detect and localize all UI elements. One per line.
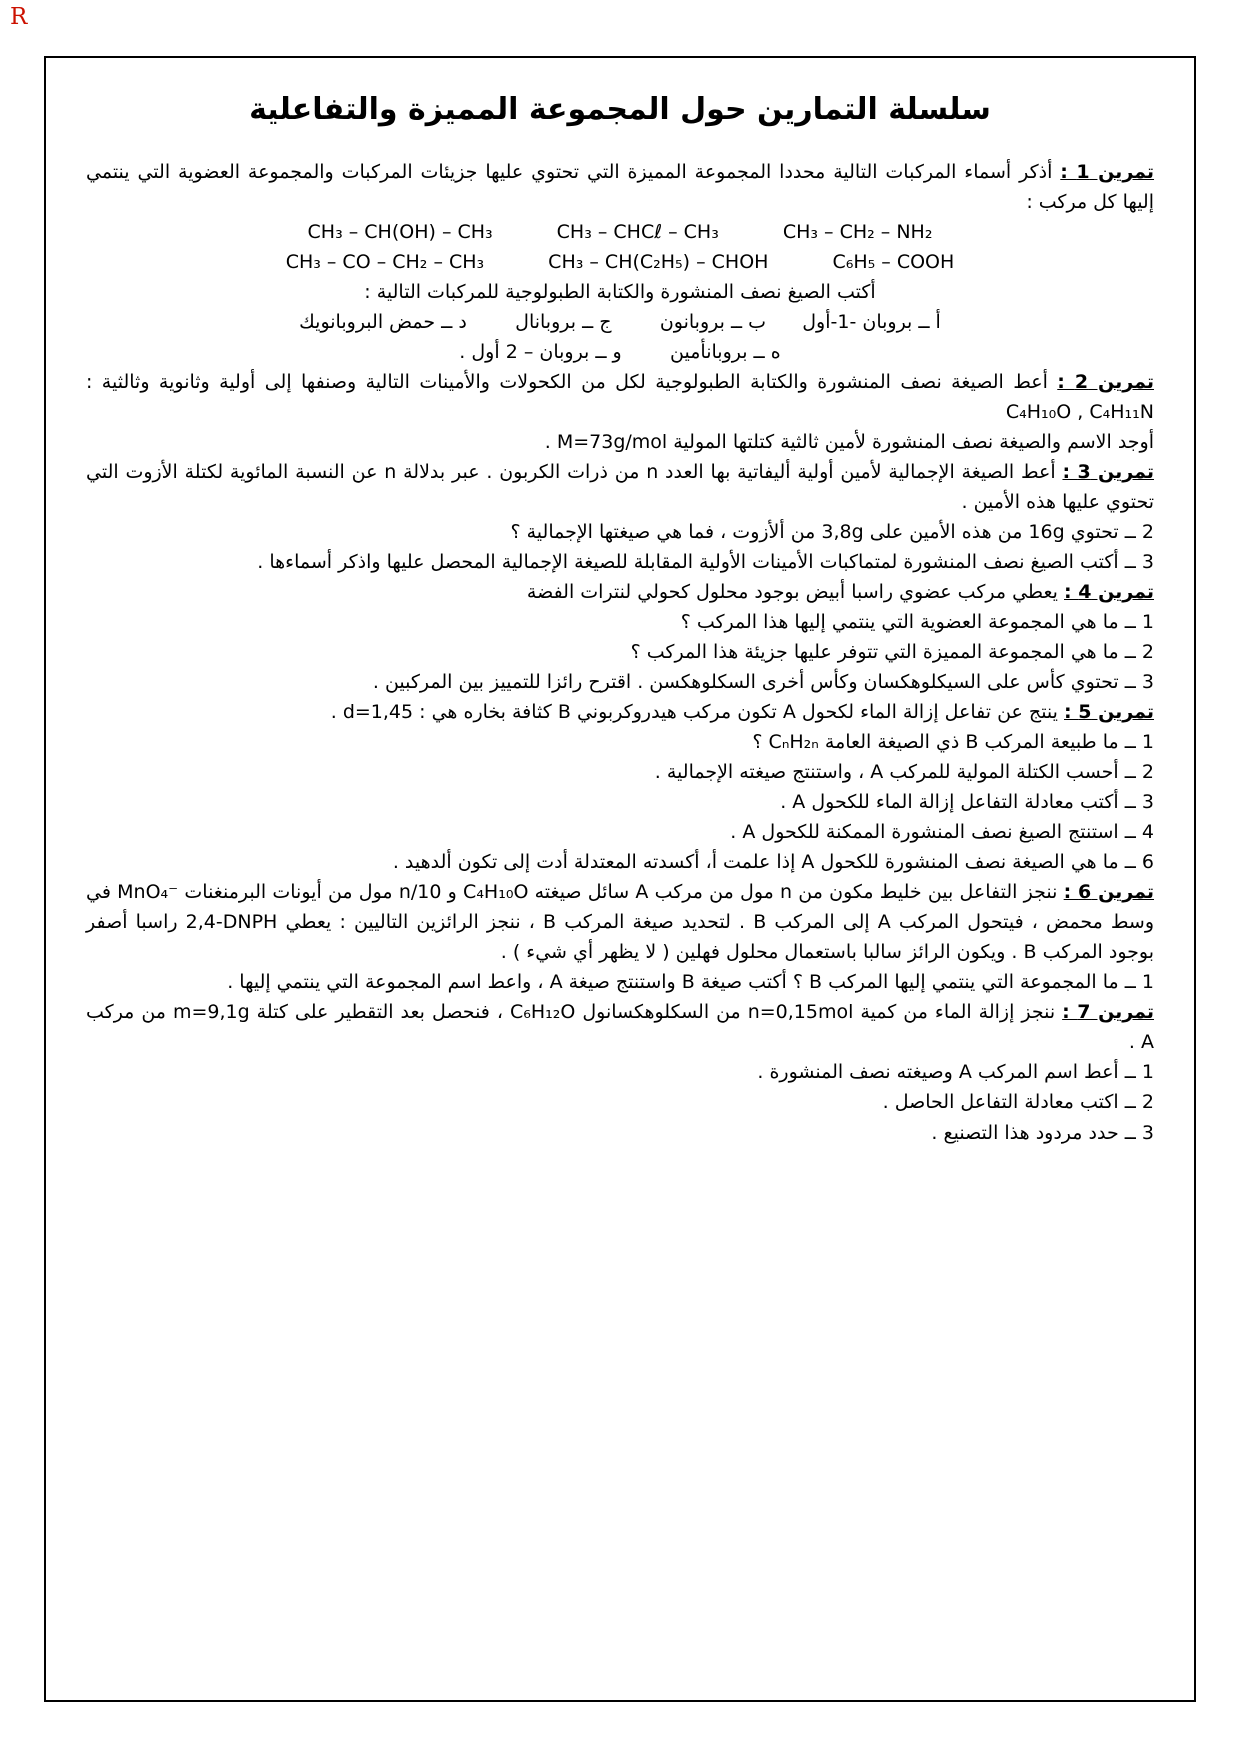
paragraph-text: ننجز التفاعل بين خليط مكون من n مول من مركب A سائل صيغته C₄H₁₀O و ⁦n/10⁩ مول من أيونات البرمنغنات ⁦MnO₄⁻⁩ في وسط محمض ، فيتحول المركب A إلى المركب B . لتحديد صيغة المركب B ، ننجز الرائزين التاليين : يعطي ⁦2,4-DNPH⁩ راسبا أصفر بوجود المركب B . ويكون الرائز سالبا باستعمال محلول فهلين ( لا يظهر أي شيء ) . [86, 881, 1155, 964]
paragraph-text: 2 ــ اكتب معادلة التفاعل الحاصل . [882, 1091, 1154, 1114]
paragraph-text: 3 ــ أكتب معادلة التفاعل إزالة الماء للكحول A . [780, 791, 1154, 814]
text-line [86, 667, 1154, 697]
exercise-paragraph [86, 157, 1154, 217]
exercise-paragraph [86, 697, 1154, 727]
corner-mark: R [10, 4, 28, 30]
text-line [86, 277, 1154, 307]
chemical-formula: CH₃ – CH₂ – NH₂ [782, 221, 933, 244]
exercise-paragraph [86, 577, 1154, 607]
paragraph-text: يعطي مركب عضوي راسبا أبيض بوجود محلول كحولي لنترات الفضة [526, 581, 1058, 604]
formula-row [86, 247, 1154, 277]
exercise-label: تمرين 5 : [1064, 701, 1154, 724]
paragraph-text: 2 ــ أحسب الكتلة المولية للمركب A ، واستنتج صيغته الإجمالية . [654, 761, 1154, 784]
paragraph-text: 3 ــ أكتب الصيغ نصف المنشورة لمتماكبات الأمينات الأولية المقابلة للصيغة الإجمالية المحصل عليها واذكر أسماءها . [257, 551, 1154, 574]
exercise-paragraph [86, 997, 1154, 1057]
text-line [86, 517, 1154, 547]
paragraph-text: أعط الصيغة نصف المنشورة والكتابة الطبولوجية لكل من الكحولات والأمينات التالية وصنفها إلى أولية وثانوية وثالثية : C₄H₁₀O , C₄H₁₁N [86, 371, 1154, 424]
exercise-paragraph [86, 877, 1154, 967]
formula-row [86, 217, 1154, 247]
exercise-label: تمرين 7 : [1062, 1001, 1154, 1024]
text-line [86, 637, 1154, 667]
paragraph-text: أعط الصيغة الإجمالية لأمين أولية أليفاتية بها العدد n من ذرات الكربون . عبر بدلالة n عن النسبة المائوية لكتلة الأزوت التي تحتوي عليها هذه الأمين . [86, 461, 1154, 514]
chemical-formula: CH₃ – CH(C₂H₅) – CHOH [548, 251, 769, 274]
paragraph-text: أ ــ بروبان -1-أول ب ــ بروبانون ج ــ بروبانال د ــ حمض البروبانويك [299, 311, 941, 334]
paragraph-text: 3 ــ حدد مردود هذا التصنيع . [931, 1121, 1154, 1144]
paragraph-text: 2 ــ تحتوي 16g من هذه الأمين على 3,8g من ألأزوت ، فما هي صيغتها الإجمالية ؟ [510, 521, 1154, 544]
text-line [86, 1118, 1154, 1148]
paragraph-text: 1 ــ أعط اسم المركب A وصيغته نصف المنشورة . [757, 1061, 1154, 1084]
paragraph-text: 3 ــ تحتوي كأس على السيكلوهكسان وكأس أخرى السكلوهكسن . اقترح رائزا للتمييز بين المركبين . [372, 671, 1154, 694]
chemical-formula: CH₃ – CHCℓ – CH₃ [556, 221, 719, 244]
paragraph-text: 1 ــ ما هي المجموعة العضوية التي ينتمي إليها هذا المركب ؟ [680, 611, 1154, 634]
paragraph-text: 4 ــ استنتج الصيغ نصف المنشورة الممكنة للكحول A . [730, 821, 1154, 844]
exercise-paragraph [86, 367, 1154, 427]
chemical-formula: CH₃ – CH(OH) – CH₃ [307, 221, 493, 244]
paragraph-text: 1 ــ ما طبيعة المركب B ذي الصيغة العامة ⁦CₙH₂ₙ⁩ ؟ [752, 731, 1154, 754]
paragraph-text: 1 ــ ما المجموعة التي ينتمي إليها المركب B ؟ أكتب صيغة B واستنتج صيغة A ، واعط اسم المجموعة التي ينتمي إليها . [227, 971, 1154, 994]
exercise-label: تمرين 6 : [1063, 881, 1154, 904]
text-line [86, 547, 1154, 577]
chemical-formula: C₆H₅ – COOH [832, 251, 955, 274]
exercise-label: تمرين 4 : [1064, 581, 1154, 604]
text-line [86, 727, 1154, 757]
paragraph-text: أكتب الصيغ نصف المنشورة والكتابة الطبولوجية للمركبات التالية : [364, 281, 876, 304]
exercise-label: تمرين 3 : [1062, 461, 1154, 484]
chemical-formula: CH₃ – CO – CH₂ – CH₃ [285, 251, 485, 274]
text-line [86, 1057, 1154, 1087]
exercise-label: تمرين 1 : [1060, 161, 1155, 183]
text-line [86, 757, 1154, 787]
exercise-label: تمرين 2 : [1057, 371, 1154, 394]
paragraph-text: أوجد الاسم والصيغة نصف المنشورة لأمين ثالثية كتلتها المولية ⁦M=73g/mol⁩ . [544, 431, 1154, 454]
text-line [86, 817, 1154, 847]
text-line [86, 427, 1154, 457]
text-line [86, 847, 1154, 877]
document-body [86, 157, 1154, 1148]
paragraph-text: 2 ــ ما هي المجموعة المميزة التي تتوفر عليها جزيئة هذا المركب ؟ [630, 641, 1154, 664]
text-line [86, 787, 1154, 817]
text-line [86, 337, 1154, 367]
page-border-frame [44, 56, 1196, 1702]
page-title: سلسلة التمارين حول المجموعة المميزة والتفاعلية [249, 92, 991, 127]
paragraph-text: أذكر أسماء المركبات التالية محددا المجموعة المميزة التي تحتوي عليها جزيئات المركبات والمجموعة العضوية التي ينتمي إليها كل مركب : [86, 161, 1154, 214]
text-line [86, 967, 1154, 997]
exercise-paragraph [86, 457, 1154, 517]
paragraph-text: 6 ــ ما هي الصيغة نصف المنشورة للكحول A إذا علمت أ، أكسدته المعتدلة أدت إلى تكون ألدهيد . [392, 851, 1154, 874]
text-line [86, 607, 1154, 637]
text-line [86, 1087, 1154, 1117]
paragraph-text: ه ــ بروبانأمين و ــ بروبان – 2 أول . [459, 341, 781, 364]
text-line [86, 307, 1154, 337]
paragraph-text: ينتج عن تفاعل إزالة الماء لكحول A تكون مركب هيدروكربوني B كثافة بخاره هي : ⁦d=1,45⁩ . [330, 701, 1058, 724]
paragraph-text: ننجز إزالة الماء من كمية ⁦n=0,15mol⁩ من السكلوهكسانول C₆H₁₂O ، فنحصل بعد التقطير على كتلة ⁦m=9,1g⁩ من مركب A . [86, 1001, 1154, 1054]
